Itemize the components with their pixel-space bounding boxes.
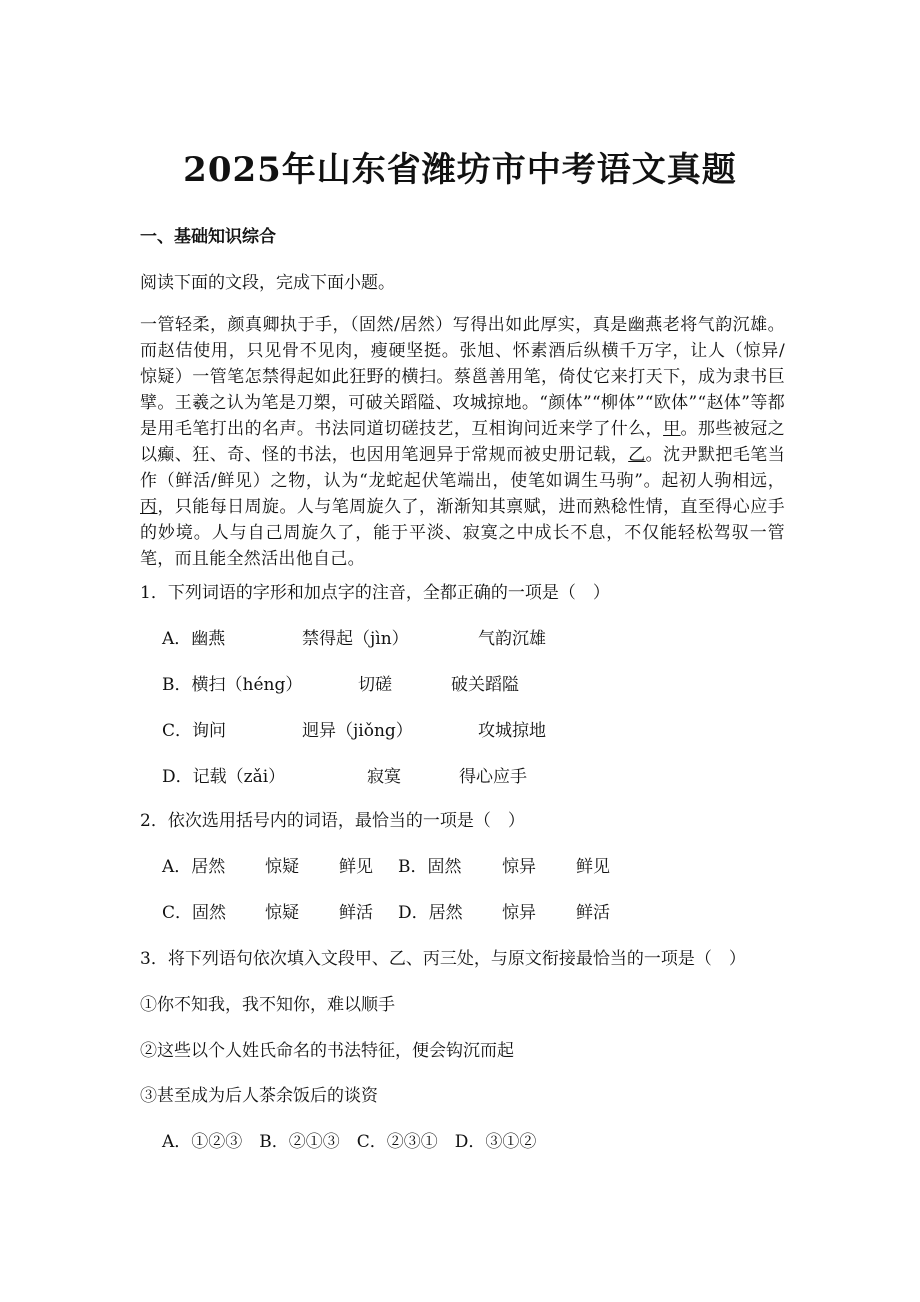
option-a-word-3: 鲜见 [339, 857, 373, 877]
passage-part-1: 一管轻柔，颜真卿执于手，（固然/居然）写得出如此厚实，真是幽燕老将气韵沉雄。而赵佶使用，只见骨不见肉，瘦硬坚挺。张旭、怀素酒后纵横千万字，让人（惊异/惊疑）一管笔怎禁得起如此狂野的横扫。蔡邕善用笔，倚仗它来打天下，成为隶书巨擘。王羲之认为笔是刀槊，可破关蹈隘、攻城掠地。“颜体”“柳体”“欧体”“赵体”等都是用毛笔打出的名声。书法同道切磋技艺，互相询问近来学了什么， [140, 315, 785, 439]
blank-mark-jia: 甲 [663, 419, 681, 439]
blank-mark-yi: 乙 [628, 445, 646, 465]
option-c-word-2: 惊疑 [265, 903, 299, 923]
option-b-word-2: 切磋 [358, 675, 392, 695]
option-c-word-1: C．询问 [162, 721, 227, 741]
option-a-word-3: 气韵沉雄 [478, 629, 546, 649]
sentence-item-2: ②这些以个人姓氏命名的书法特征，便会钩沉而起 [140, 1041, 514, 1061]
question-1-stem: 1．下列词语的字形和加点字的注音，全都正确的一项是（ ） [140, 583, 610, 603]
option-d-word-2: 惊异 [502, 903, 536, 923]
option-c-word-1[interactable]: C．固然 [162, 903, 227, 923]
option-a-word-1: A．幽燕 [162, 629, 226, 649]
passage-part-4: ，只能每日周旋。人与笔周旋久了，渐渐知其禀赋，进而熟稔性情，直至得心应手的妙境。人与自己周旋久了，能于平淡、寂寞之中成长不息，不仅能轻松驾驭一管笔，而且能全然活出他自己。 [140, 497, 785, 569]
sentence-item-3: ③甚至成为后人茶余饭后的谈资 [140, 1086, 378, 1106]
option-a-word-2: 禁得起（jìn） [302, 629, 409, 649]
passage-part-3: 。沈尹默把毛笔当作（鲜活/鲜见）之物，认为“龙蛇起伏笔端出，使笔如调生马驹”。起初人驹相远， [140, 445, 785, 491]
option-b-word-2: 惊异 [502, 857, 536, 877]
option-d-word-1[interactable]: D．居然 [398, 903, 463, 923]
option-b-word-3: 破关蹈隘 [451, 675, 519, 695]
question-3-stem: 3．将下列语句依次填入文段甲、乙、丙三处，与原文衔接最恰当的一项是（ ） [140, 949, 746, 969]
sentence-item-1: ①你不知我，我不知你，难以顺手 [140, 995, 395, 1015]
option-a-word-2: 惊疑 [265, 857, 299, 877]
option-a-word-1[interactable]: A．居然 [162, 857, 226, 877]
blank-mark-bing: 丙 [140, 497, 158, 517]
passage-part-2: 。那些被冠之以癫、狂、奇、怪的书法，也因用笔迥异于常规而被史册记载， [140, 419, 785, 465]
option-d-word-2: 寂寞 [367, 767, 401, 787]
option-c-word-2: 迥异（jiǒng） [302, 721, 413, 741]
option-d-word-1: D．记载（zǎi） [162, 767, 286, 787]
option-c-word-3: 攻城掠地 [478, 721, 546, 741]
section-heading: 一、基础知识综合 [140, 227, 276, 247]
option-b-word-1: B．横扫（héng） [162, 675, 303, 695]
option-b-word-3: 鲜见 [576, 857, 610, 877]
reading-passage [140, 312, 785, 572]
option-d-word-3: 得心应手 [459, 767, 527, 787]
instruction-text: 阅读下面的文段，完成下面小题。 [140, 273, 395, 293]
question-3-options[interactable]: A．①②③ B．②①③ C．②③① D．③①② [162, 1132, 537, 1152]
option-c-word-3: 鲜活 [339, 903, 373, 923]
option-d-word-3: 鲜活 [576, 903, 610, 923]
page-title: 2025年山东省潍坊市中考语文真题 [183, 150, 737, 190]
option-b-word-1[interactable]: B．固然 [398, 857, 462, 877]
question-2-stem: 2．依次选用括号内的词语，最恰当的一项是（ ） [140, 811, 525, 831]
